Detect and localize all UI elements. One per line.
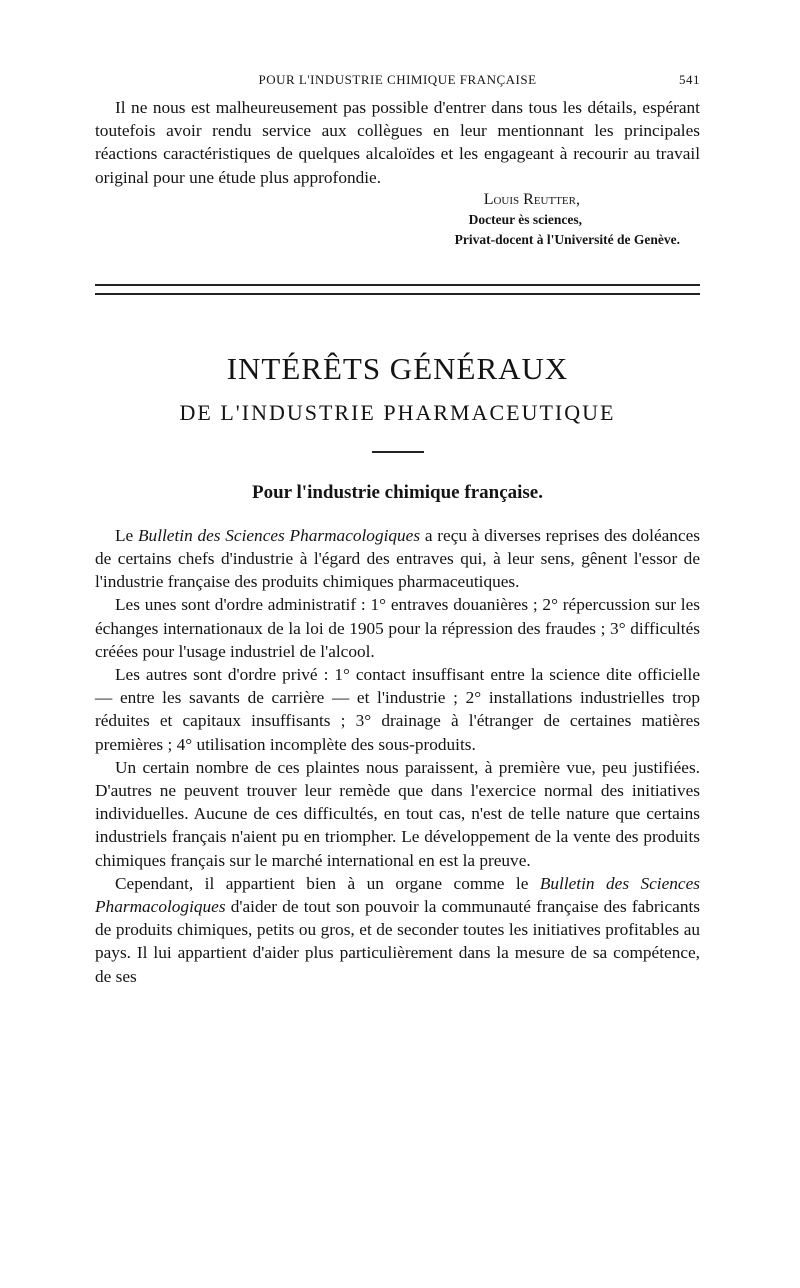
paragraph-5-lead: Cependant, il appartient bien à un organe comme le — [115, 873, 540, 893]
paragraph-1 — [95, 524, 700, 594]
article-title: INTÉRÊTS GÉNÉRAUX — [226, 350, 569, 386]
section-heading: Pour l'industrie chimique française. — [252, 481, 543, 503]
paragraph-1-rest: a reçu à diverses reprises des doléances de certains chefs d'industrie à l'égard des entraves qui, à leur sens, gênent l'essor de l'industrie française des produits chimiques pharmaceutiques. — [95, 525, 701, 592]
intro-paragraph: Il ne nous est malheureusement pas possible d'entrer dans tous les détails, espérant toutefois avoir rendu service aux collègues en leur mentionnant les principales réactions caractéristiques de quelques alcaloïdes et les engageant à recourir au travail original pour une étude plus approfondie. — [95, 98, 700, 187]
paragraph-5 — [95, 872, 700, 988]
page-number: 541 — [679, 72, 700, 87]
document-page — [95, 72, 700, 988]
paragraph-1-journal: Bulletin des Sciences Pharmacologiques — [138, 525, 421, 545]
section-divider — [95, 284, 700, 295]
paragraph-5-journal: Bulletin des Sciences Pharmacologiques — [95, 873, 700, 917]
paragraph-3: Les autres sont d'ordre privé : 1° contact insuffisant entre la science dite officielle — entre les savants de carrière — et l'industrie ; 2° installations industrielles trop réduites et capitaux insuffisants ; 3° drainage à l'étranger de certaines matières premières ; 4° utilisation incomplète des sous-produits. — [95, 665, 700, 754]
running-title: POUR L'INDUSTRIE CHIMIQUE FRANÇAISE — [258, 72, 537, 87]
author-last-name: Reutter — [523, 190, 576, 208]
title-rule — [372, 451, 424, 453]
paragraph-5-rest: d'aider de tout son pouvoir la communauté française des fabricants de produits chimiques, petits ou gros, et de seconder toutes les initiatives profitables au pays. Il lui appartient d'aider plus particulièrement dans la mesure de sa compétence, de ses — [95, 897, 700, 986]
paragraph-1-lead: Le — [115, 525, 138, 545]
signature-block — [95, 190, 700, 250]
author-first-name: Louis — [483, 190, 520, 208]
article-subtitle: DE L'INDUSTRIE PHARMACEUTIQUE — [179, 399, 616, 425]
author-affiliation: Privat-docent à l'Université de Genève. — [454, 231, 680, 247]
author-name-punct: , — [576, 190, 580, 208]
author-title: Docteur ès sciences, — [468, 211, 582, 227]
running-header — [95, 72, 700, 96]
paragraph-4: Un certain nombre de ces plaintes nous paraissent, à première vue, peu justifiées. D'autres ne peuvent trouver leur remède que dans l'exercice normal des initiatives individuelles. Aucune de ces difficultés, en tout cas, n'est de telle nature que certains industriels français n'aient pu en triompher. Le développement de la vente des produits chimiques français sur le marché international en est la preuve. — [95, 757, 700, 870]
author-name — [95, 190, 700, 210]
paragraph-2: Les unes sont d'ordre administratif : 1° entraves douanières ; 2° répercussion sur les échanges internationaux de la loi de 1905 pour la répression des fraudes ; 3° difficultés créées pour l'usage industriel de l'alcool. — [95, 595, 700, 661]
